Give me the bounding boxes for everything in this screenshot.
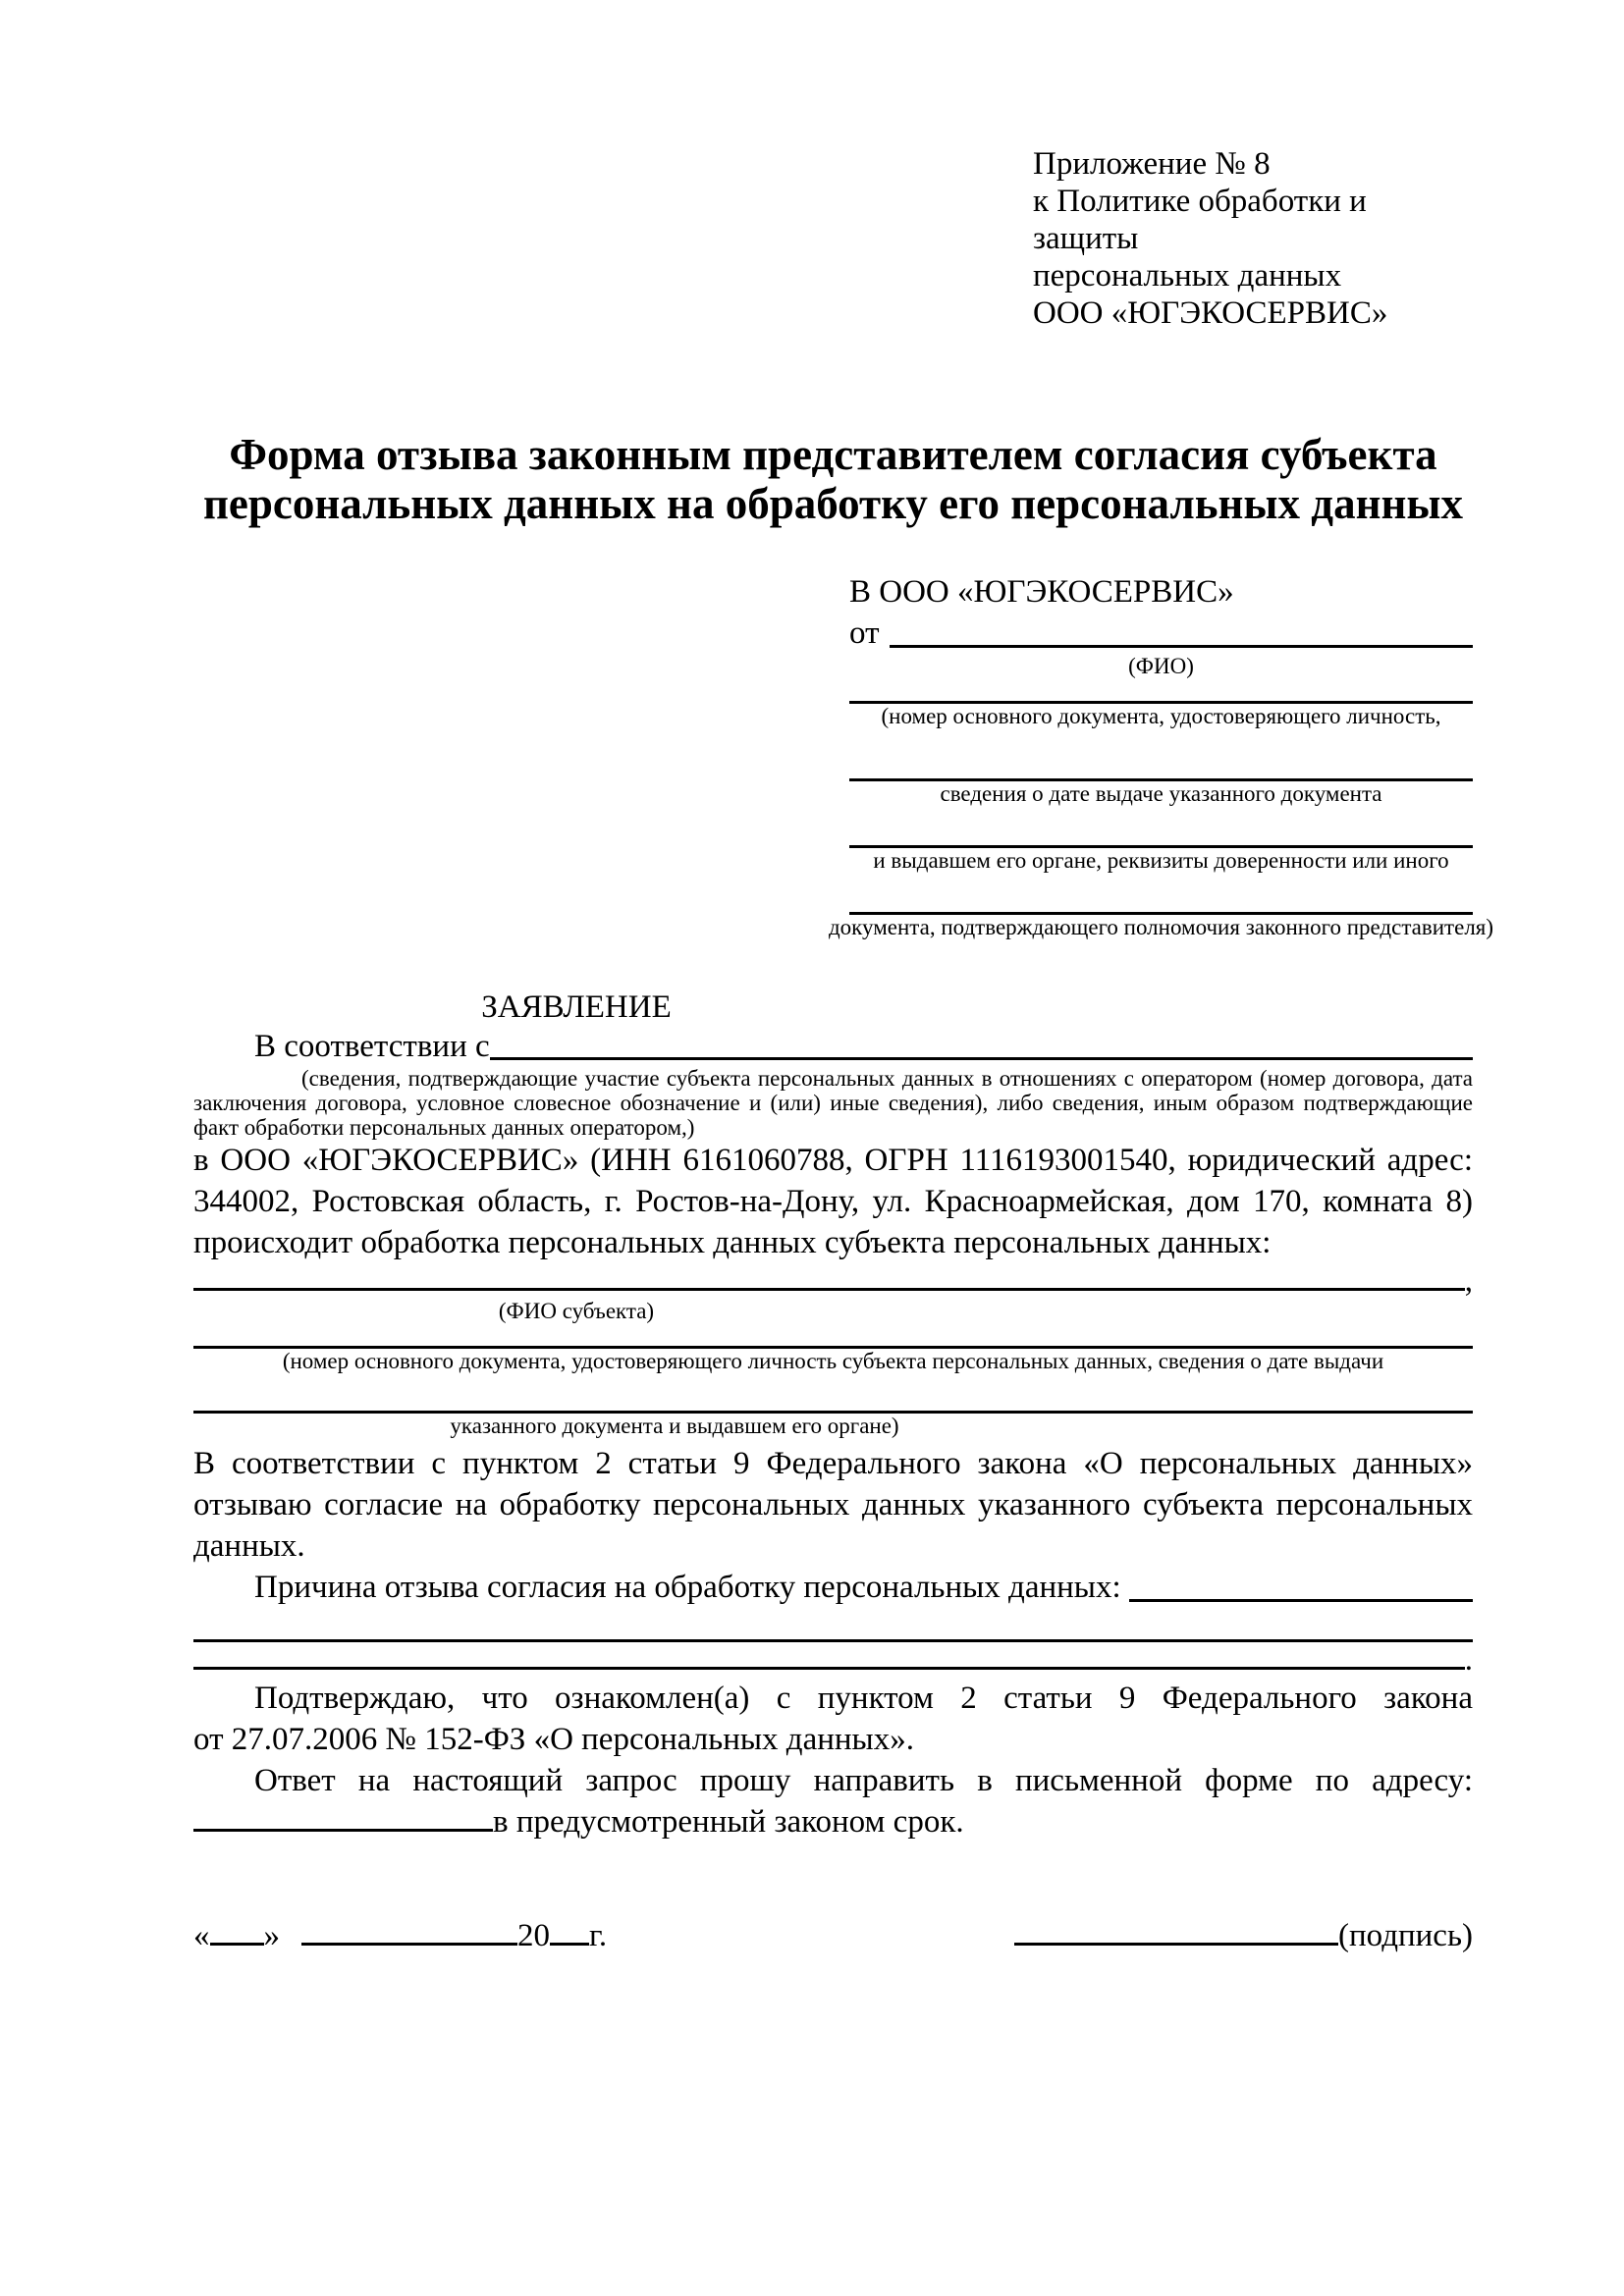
intro-label: В соответствии с [254, 1029, 490, 1064]
withdraw-paragraph-line: отзываю согласие на обработку персональных данных указанного субъекта персональных [193, 1487, 1473, 1522]
annex-line: Приложение № 8 [1033, 146, 1271, 182]
reply-line: Ответ на настоящий запрос прошу направить в письменной форме по адресу: [254, 1763, 1473, 1798]
issue-date-blank-line [849, 729, 1473, 781]
open-quote: « [193, 1918, 210, 1953]
reason-blank-row-3 [193, 1642, 1473, 1678]
reply-tail-text: в предусмотренный законом срок. [493, 1804, 964, 1840]
withdraw-paragraph-line: данных. [193, 1528, 305, 1564]
annex-line: ООО «ЮГЭКОСЕРВИС» [1033, 295, 1388, 331]
withdraw-paragraph [193, 1443, 1473, 1567]
reason-blank-line-2 [193, 1608, 1473, 1642]
fio-blank-line [890, 645, 1474, 648]
confirm-paragraph-line: Подтверждаю, что ознакомлен(а) с пунктом 2 статьи 9 Федерального закона [254, 1681, 1473, 1716]
operator-paragraph-line: 344002, Ростовская область, г. Ростов-на-Дону, ул. Красноармейская, дом 170, комната 8) [193, 1184, 1473, 1219]
reason-period: . [1464, 1642, 1473, 1678]
subject-doc-caption-2: указанного документа и выдавшем его органе) [450, 1414, 899, 1438]
signature-footer [193, 1915, 1473, 1956]
reason-blank-line [1129, 1599, 1473, 1602]
from-row [849, 613, 1473, 654]
subject-doc-blank-line [193, 1324, 1473, 1349]
authority-blank-line [849, 874, 1473, 915]
from-label: от [849, 615, 880, 651]
subject-fio-caption: (ФИО субъекта) [498, 1299, 655, 1323]
issuer-blank-line [849, 807, 1473, 848]
reason-blank-line-3 [193, 1667, 1465, 1670]
addressee-org: В ООО «ЮГЭКОСЕРВИС» [849, 574, 1234, 610]
year-blank-line [550, 1941, 589, 1946]
operator-paragraph [193, 1140, 1473, 1263]
doc-number-caption: (номер основного документа, удостоверяющего личность, [881, 704, 1441, 728]
authority-caption: документа, подтверждающего полномочия законного представителя) [828, 915, 1494, 939]
close-quote: » [263, 1918, 280, 1953]
reply-tail-row [193, 1801, 1473, 1842]
reason-label: Причина отзыва согласия на обработку персональных данных: [254, 1570, 1121, 1605]
signature-blank-line [1014, 1941, 1338, 1946]
subject-doc-blank-line-2 [193, 1374, 1473, 1414]
doc-number-blank-line [849, 679, 1473, 704]
confirm-paragraph-line: от 27.07.2006 № 152-ФЗ «О персональных данных». [193, 1722, 914, 1757]
issue-date-caption: сведения о дате выдаче указанного документа [940, 781, 1382, 806]
document-title-line: Форма отзыва законным представителем согласия субъекта [229, 430, 1437, 479]
confirm-paragraph [193, 1678, 1473, 1760]
fio-caption: (ФИО) [1128, 654, 1194, 678]
month-blank-line [301, 1941, 517, 1946]
subject-doc-caption: (номер основного документа, удостоверяющего личность субъекта персональных данных, сведения о дате выдачи [282, 1349, 1384, 1373]
year-prefix: 20 [517, 1918, 550, 1953]
subject-fio-blank-row [193, 1263, 1473, 1299]
addressee-block [828, 571, 1494, 940]
annex-line: персональных данных [1033, 258, 1342, 294]
document-content [193, 0, 1494, 1956]
subject-fio-comma: , [1464, 1263, 1473, 1299]
annex-header [1033, 0, 1473, 332]
signature-field [1014, 1915, 1473, 1956]
document-title-line: персональных данных на обработку его персональных данных [202, 479, 1464, 528]
operator-paragraph-line: в ООО «ЮГЭКОСЕРВИС» (ИНН 6161060788, ОГРН 1116193001540, юридический адрес: [193, 1143, 1473, 1178]
statement-heading: ЗАЯВЛЕНИЕ [481, 989, 672, 1025]
withdraw-paragraph-line: В соответствии с пунктом 2 статьи 9 Федерального закона «О персональных данных» [193, 1446, 1473, 1481]
annex-line: к Политике обработки и защиты [1033, 184, 1367, 256]
day-blank-line [210, 1941, 264, 1946]
signature-caption: (подпись) [1338, 1918, 1473, 1953]
fine-print-caption: (сведения, подтверждающие участие субъекта персональных данных в отношениях с оператором (номер договора, дата заключения договора, условное словесное обозначение и (или) иные сведения), либо сведения, иным образом подтверждающие факт обработки персональных данных оператором,) [193, 1066, 1473, 1140]
year-suffix: г. [589, 1918, 608, 1953]
document-title [193, 430, 1473, 528]
intro-blank-line [490, 1057, 1473, 1060]
operator-paragraph-line: происходит обработка персональных данных субъекта персональных данных: [193, 1225, 1272, 1260]
address-blank-line [193, 1827, 493, 1832]
intro-row [193, 1027, 1473, 1066]
date-field [193, 1915, 607, 1956]
reason-row [193, 1567, 1473, 1608]
issuer-caption: и выдавшем его органе, реквизиты доверенности или иного [873, 848, 1449, 873]
subject-fio-blank-line [193, 1288, 1465, 1291]
